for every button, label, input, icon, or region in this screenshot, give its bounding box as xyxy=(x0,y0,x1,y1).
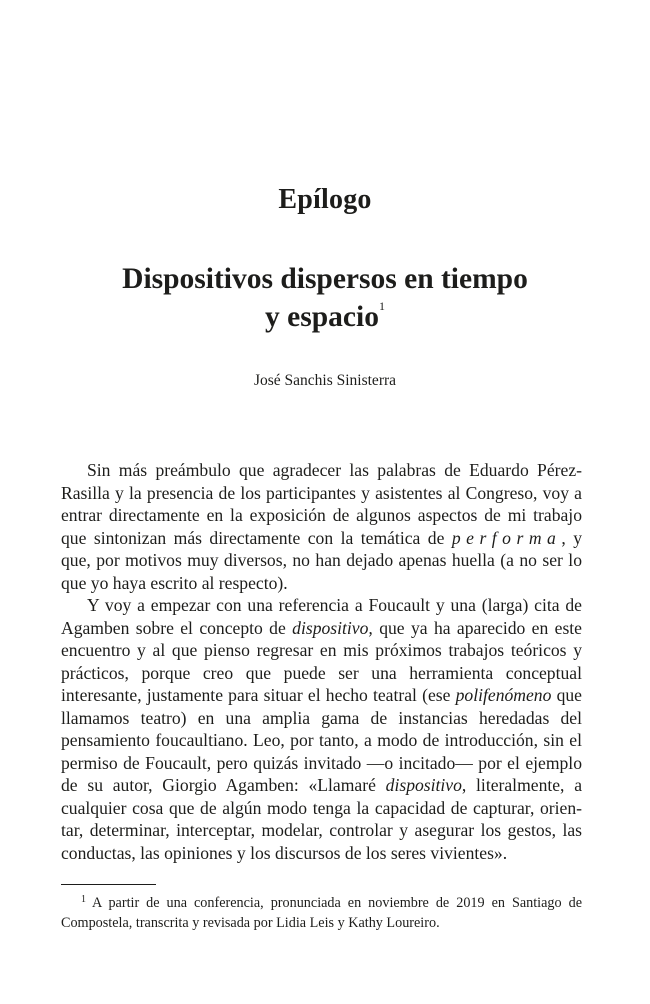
paragraph-2-emphasis-3: dispositivo xyxy=(385,775,462,795)
paragraph-1-text-a: Sin más preámbulo que agradecer las palabras de Eduardo Pérez-Rasilla y la presencia de los participantes y asistentes al Congreso, voy a entrar directamente en la exposición de algunos aspectos de mi trabajo que sintonizan más directamente con la temática de xyxy=(61,460,582,548)
chapter-title-line-1: Dispositivos dispersos en tiempo xyxy=(122,263,528,295)
section-title: Epílogo xyxy=(278,184,372,215)
paragraph-2-text-c: que llamamos teatro) en una amplia gama de instancias heredadas del pensamiento foucaultiano. Leo, por tanto, a modo de introducción, sin el permiso de Foucault, pero quizás invitado —o incitado— por el ejemplo de su autor, Giorgio Agamben: «Llamaré xyxy=(61,685,582,795)
paragraph-2 xyxy=(61,594,582,864)
footnote-divider xyxy=(61,884,156,885)
chapter-title-footnote-marker: 1 xyxy=(378,299,385,313)
footnote xyxy=(61,894,582,933)
footnote-text: A partir de una conferencia, pronunciada en noviembre de 2019 en Santiago de Compostela, transcrita y revisada por Lidia Leis y Kathy Loureiro. xyxy=(61,895,582,931)
body-text xyxy=(61,459,582,864)
paragraph-2-emphasis-1: dispositivo, xyxy=(292,617,373,638)
paragraph-2-text-a: Y voy a empezar con una referencia a Foucault y una (larga) cita de Agamben sobre el concepto de xyxy=(61,595,582,638)
chapter-title-line-2-text: y espacio xyxy=(265,301,379,333)
author-name: José Sanchis Sinisterra xyxy=(253,372,397,389)
chapter-title-line-2 xyxy=(0,298,650,336)
paragraph-1-text-b: , y que, por motivos muy diversos, no han dejado apenas huella (a no ser lo que yo haya escrito al respecto). xyxy=(61,527,582,593)
paragraph-1-emphasis: performa xyxy=(451,527,562,548)
paragraph-2-emphasis-2: polifenómeno xyxy=(455,685,552,705)
paragraph-2-text-b: que ya ha aparecido en este encuentro y al que pienso regresar en mis próximos trabajos teóricos y prácticos, porque creo que puede ser una herramienta conceptual interesante, justamente para situar el hecho teatral (ese xyxy=(61,617,582,705)
paragraph-1 xyxy=(61,459,582,594)
paragraph-2-text-d: , literalmente, a cualquier cosa que de algún modo tenga la capacidad de capturar, orientar, determinar, interceptar, modelar, controlar y asegurar los gestos, las conductas, las opiniones y los discursos de los seres vivientes». xyxy=(61,775,583,863)
footnote-marker: 1 xyxy=(81,894,86,905)
chapter-title xyxy=(0,260,650,336)
